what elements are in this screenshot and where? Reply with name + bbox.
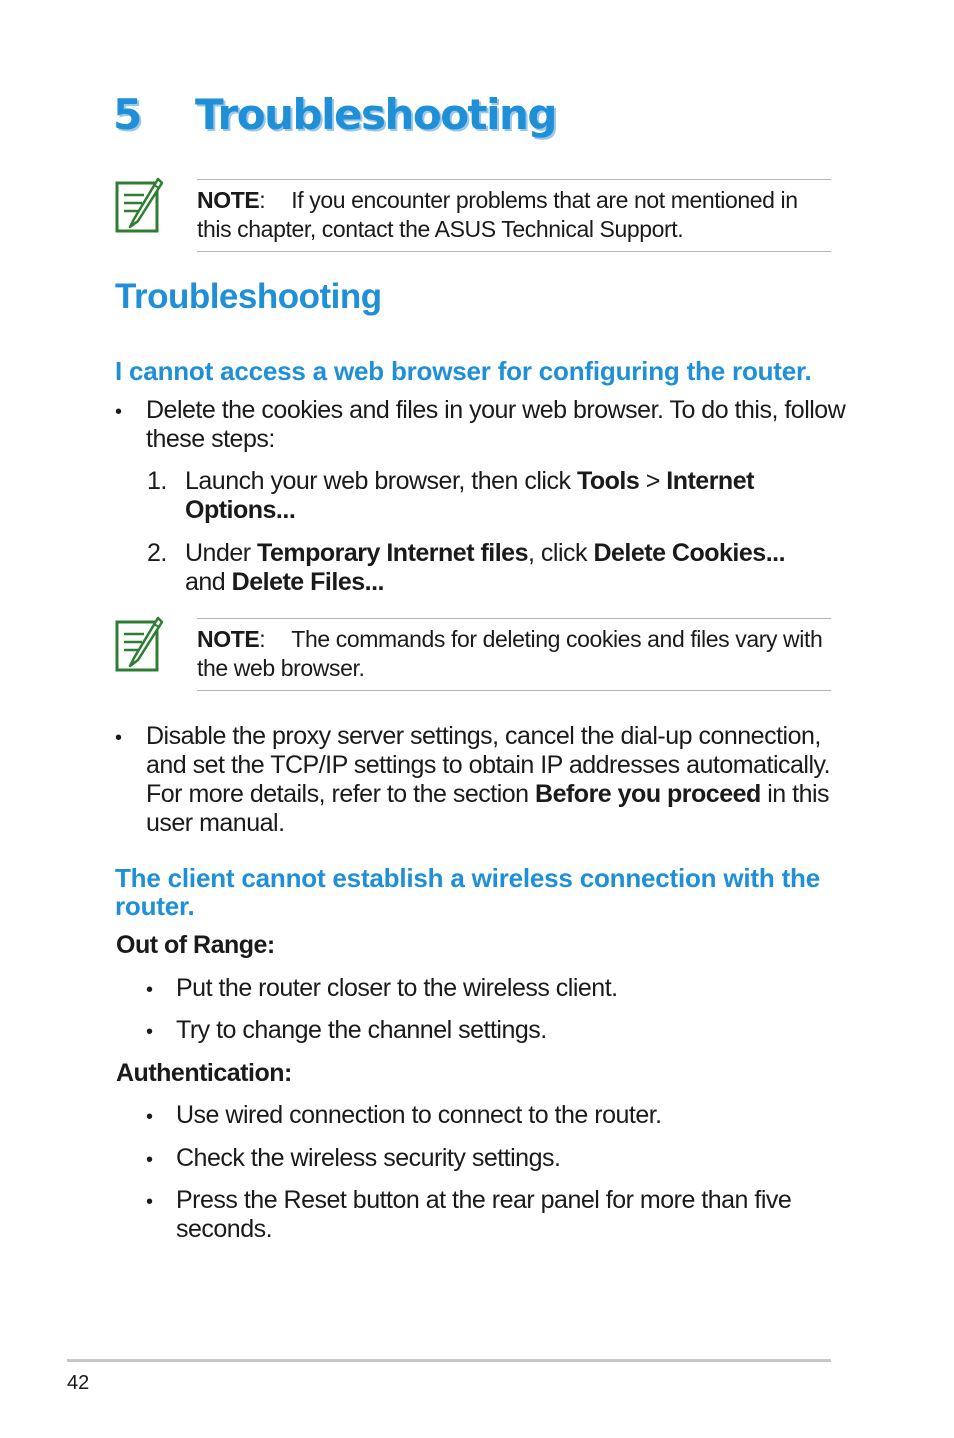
list-item: Use wired connection to connect to the router. bbox=[176, 1101, 662, 1129]
list-item: Delete the cookies and files in your web browser. To do this, follow these steps: bbox=[146, 396, 846, 453]
question-heading: The client cannot establish a wireless connection with the router. bbox=[115, 863, 820, 921]
step-number: 1. bbox=[147, 467, 167, 495]
list-item: Check the wireless security settings. bbox=[176, 1144, 561, 1172]
footer-divider bbox=[67, 1359, 831, 1362]
list-item: Disable the proxy server settings, cancel the dial-up connection, and set the TCP/IP settings to obtain IP addresses automatically. For more details, refer to the section Before you proceed in this user manual. bbox=[146, 722, 831, 837]
chapter-number: 5 bbox=[113, 90, 141, 139]
note-text: If you encounter problems that are not mentioned in this chapter, contact the ASUS Technical Support. bbox=[197, 187, 798, 242]
menu-delete-files: Delete Files... bbox=[231, 568, 384, 596]
chapter-title-text: Troubleshooting bbox=[195, 90, 556, 139]
note-pencil-icon bbox=[114, 616, 164, 674]
menu-temporary-internet-files: Temporary Internet files bbox=[257, 539, 528, 567]
bullet-marker: • bbox=[146, 1021, 153, 1043]
bullet-marker: • bbox=[115, 727, 122, 749]
step-text: Launch your web browser, then click Tools > Internet Options... bbox=[185, 467, 754, 524]
chapter-title bbox=[113, 90, 556, 139]
list-item: Put the router closer to the wireless client. bbox=[176, 974, 618, 1002]
note-label: NOTE bbox=[197, 187, 260, 213]
menu-delete-cookies: Delete Cookies... bbox=[593, 539, 786, 567]
list-item: Try to change the channel settings. bbox=[176, 1016, 547, 1044]
section-title: Troubleshooting bbox=[115, 277, 382, 316]
bullet-marker: • bbox=[146, 979, 153, 1001]
note-text: The commands for deleting cookies and files vary with the web browser. bbox=[197, 626, 823, 681]
note-box: NOTE: The commands for deleting cookies and files vary with the web browser. bbox=[197, 618, 831, 691]
bullet-marker: • bbox=[115, 401, 122, 423]
reference-before-you-proceed: Before you proceed bbox=[535, 780, 761, 808]
menu-internet-options: Internet Options... bbox=[185, 467, 754, 524]
question-heading: I cannot access a web browser for configuring the router. bbox=[115, 356, 812, 386]
bullet-marker: • bbox=[146, 1106, 153, 1128]
subsection-label: Authentication: bbox=[116, 1059, 292, 1087]
list-item: Press the Reset button at the rear panel for more than five seconds. bbox=[176, 1186, 792, 1243]
menu-tools: Tools bbox=[576, 467, 640, 495]
note-label: NOTE bbox=[197, 626, 260, 652]
bullet-marker: • bbox=[146, 1191, 153, 1213]
subsection-label: Out of Range: bbox=[116, 931, 275, 959]
bullet-marker: • bbox=[146, 1149, 153, 1171]
step-text: Under Temporary Internet files, click Delete Cookies... and Delete Files... bbox=[185, 539, 786, 596]
note-pencil-icon bbox=[114, 177, 164, 235]
page-number: 42 bbox=[67, 1372, 90, 1394]
step-number: 2. bbox=[147, 539, 167, 567]
note-box: NOTE: If you encounter problems that are not mentioned in this chapter, contact the ASUS Technical Support. bbox=[197, 179, 831, 252]
